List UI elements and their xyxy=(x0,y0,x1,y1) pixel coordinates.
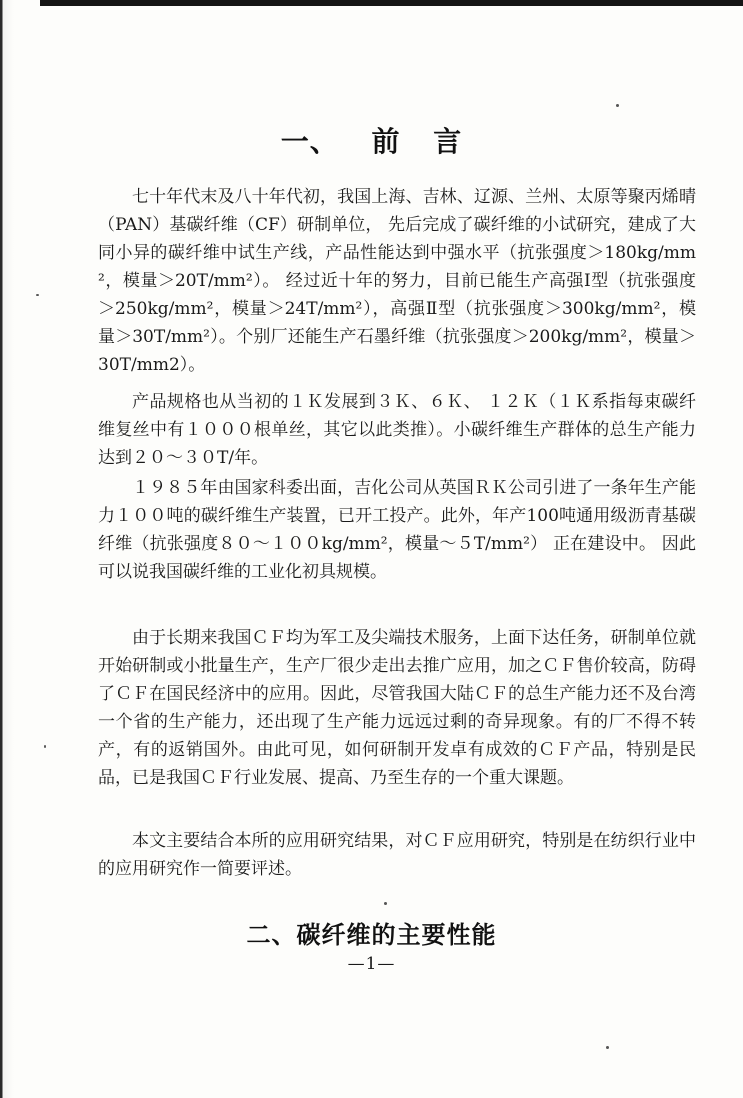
paragraph-3: １９８５年由国家科委出面，吉化公司从英国ＲＫ公司引进了一条年生产能力１００吨的碳纤维生产装置，已开工投产。此外，年产100吨通用级沥青基碳纤维（抗张强度８０～１００kg/mm²，模量～５T/mm²） 正在建设中。 因此可以说我国碳纤维的工业化初具规模。 xyxy=(98,478,696,582)
section-1-heading: 一、 前 言 xyxy=(280,125,463,158)
paragraph-1: 七十年代末及八十年代初，我国上海、吉林、辽源、兰州、太原等聚丙烯晴（PAN）基碳纤维（CF）研制单位， 先后完成了碳纤维的小试研究，建成了大同小异的碳纤维中试生产线，产品性能达到中强水平（抗张强度＞180kg/mm²，模量＞20T/mm²）。 经过近十年的努力，目前已能生产高强Ⅰ型（抗张强度＞250kg/mm²，模量＞24T/mm²），高强Ⅱ型（抗张强度＞300kg/mm²，模量＞30T/mm²）。个别厂还能生产石墨纤维（抗张强度＞200kg/mm²，模量＞30T/mm2）。 xyxy=(98,187,696,375)
scan-speck xyxy=(616,104,619,107)
paragraph-5: 本文主要结合本所的应用研究结果，对ＣＦ应用研究，特别是在纺织行业中的应用研究作一简要评述。 xyxy=(98,831,696,879)
scan-speck xyxy=(606,1046,609,1049)
scan-speck xyxy=(384,902,387,905)
paragraph-2: 产品规格也从当初的１Ｋ发展到３Ｋ、６Ｋ、 １２Ｋ（１Ｋ系指每束碳纤维复丝中有１０００根单丝，其它以此类推）。小碳纤维生产群体的总生产能力达到２０～３０T/年。 xyxy=(98,392,696,468)
page-number: —1— xyxy=(347,954,396,974)
section-2-heading: 二、碳纤维的主要性能 xyxy=(246,921,497,949)
scan-speck xyxy=(44,745,46,748)
top-border-rule xyxy=(40,0,743,6)
paragraph-4: 由于长期来我国ＣＦ均为军工及尖端技术服务，上面下达任务，研制单位就开始研制或小批量生产，生产厂很少走出去推广应用，加之ＣＦ售价较高，防碍了ＣＦ在国民经济中的应用。因此，尽管我国大陆ＣＦ的总生产能力还不及台湾一个省的生产能力，还出现了生产能力远远过剩的奇异现象。有的厂不得不转产，有的返销国外。由此可见，如何研制开发卓有成效的ＣＦ产品，特别是民品，已是我国ＣＦ行业发展、提高、乃至生存的一个重大课题。 xyxy=(98,628,696,788)
scan-speck xyxy=(36,294,39,296)
